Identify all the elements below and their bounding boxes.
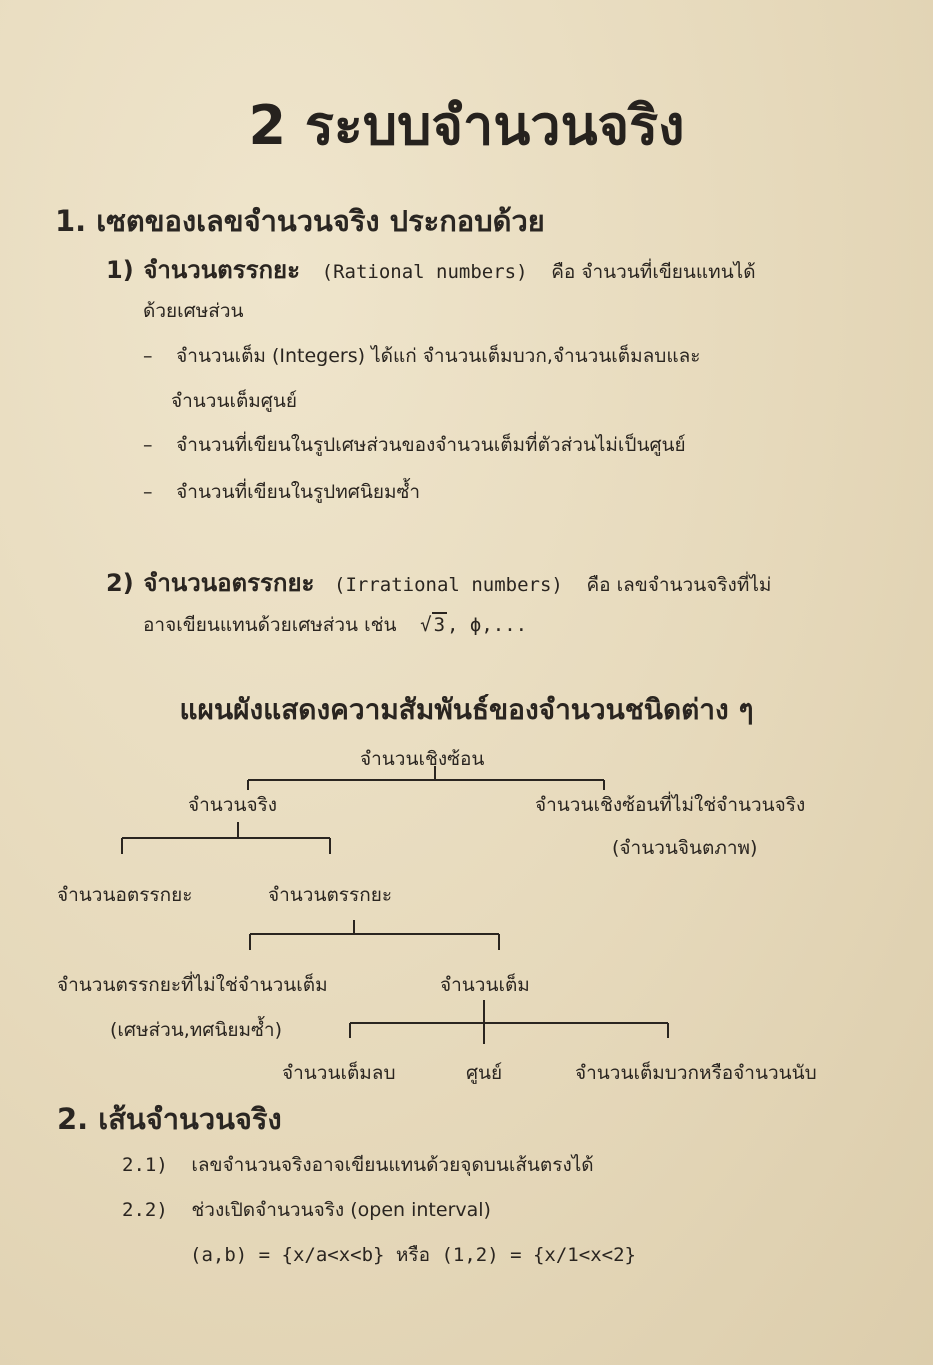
bullet-text: จำนวนที่เขียนในรูปทศนิยมซ้ำ: [176, 481, 421, 503]
interval-formula: (a,b) = {x/a<x<b} หรือ (1,2) = {x/1<x<2}: [190, 1244, 636, 1266]
item-text: ช่วงเปิดจำนวนจริง (open interval): [191, 1199, 491, 1221]
bullet-integers-line2: จำนวนเต็มศูนย์: [171, 390, 297, 412]
irrational-english: (Irrational numbers): [334, 574, 563, 596]
rational-number: 1): [106, 256, 134, 284]
node-negative: จำนวนเต็มลบ: [282, 1062, 396, 1084]
bullet-dash: –: [143, 434, 153, 456]
irrational-desc-prefix: อาจเขียนแทนด้วยเศษส่วน เช่น: [143, 614, 397, 636]
sqrt-radicand: 3: [433, 614, 446, 636]
page-title: 2 ระบบจำนวนจริง: [248, 94, 685, 157]
rational-english: (Rational numbers): [321, 261, 528, 283]
node-irrational: จำนวนอตรรกยะ: [57, 884, 193, 906]
irrational-term: จำนวนอตรรกยะ: [143, 569, 315, 597]
section1-heading: 1. เซตของเลขจำนวนจริง ประกอบด้วย: [55, 204, 545, 238]
item-2-1: [122, 1150, 594, 1180]
rational-desc-line2: ด้วยเศษส่วน: [143, 300, 244, 322]
irrational-examples: , ϕ,...: [447, 614, 528, 636]
node-non-integer-examples: (เศษส่วน,ทศนิยมซ้ำ): [110, 1019, 282, 1041]
item-number: 2.2): [122, 1199, 168, 1221]
node-non-integer-rational: จำนวนตรรกยะที่ไม่ใช่จำนวนเต็ม: [57, 974, 328, 996]
item-text: เลขจำนวนจริงอาจเขียนแทนด้วยจุดบนเส้นตรงได้: [191, 1154, 594, 1176]
rational-desc-line1: คือ จำนวนที่เขียนแทนได้: [551, 261, 756, 283]
bullet-text: จำนวนที่เขียนในรูปเศษส่วนของจำนวนเต็มที่ตัวส่วนไม่เป็นศูนย์: [176, 434, 686, 456]
sqrt-symbol: √ 3: [420, 614, 446, 636]
node-positive: จำนวนเต็มบวกหรือจำนวนนับ: [575, 1062, 817, 1084]
node-integers: จำนวนเต็ม: [440, 974, 530, 996]
item-number: 2.1): [122, 1154, 168, 1176]
bullet-dash: –: [143, 345, 153, 367]
irrational-desc-line1: คือ เลขจำนวนจริงที่ไม่: [586, 574, 772, 596]
diagram-title: แผนผังแสดงความสัมพันธ์ของจำนวนชนิดต่าง ๆ: [179, 693, 754, 726]
node-imaginary: (จำนวนจินตภาพ): [612, 837, 758, 859]
node-rational: จำนวนตรรกยะ: [268, 884, 393, 906]
node-zero: ศูนย์: [466, 1062, 503, 1084]
node-non-real: จำนวนเชิงซ้อนที่ไม่ใช่จำนวนจริง: [535, 794, 806, 816]
bullet-dash: –: [143, 481, 153, 503]
node-real: จำนวนจริง: [188, 794, 278, 816]
node-complex: จำนวนเชิงซ้อน: [360, 748, 485, 770]
section2-heading: 2. เส้นจำนวนจริง: [57, 1102, 282, 1136]
rational-term: จำนวนตรรกยะ: [143, 256, 300, 284]
bullet-text: จำนวนเต็ม (Integers) ได้แก่ จำนวนเต็มบวก,จำนวนเต็มลบและ: [176, 345, 701, 367]
irrational-number: 2): [106, 569, 134, 597]
item-2-2: [122, 1195, 491, 1225]
